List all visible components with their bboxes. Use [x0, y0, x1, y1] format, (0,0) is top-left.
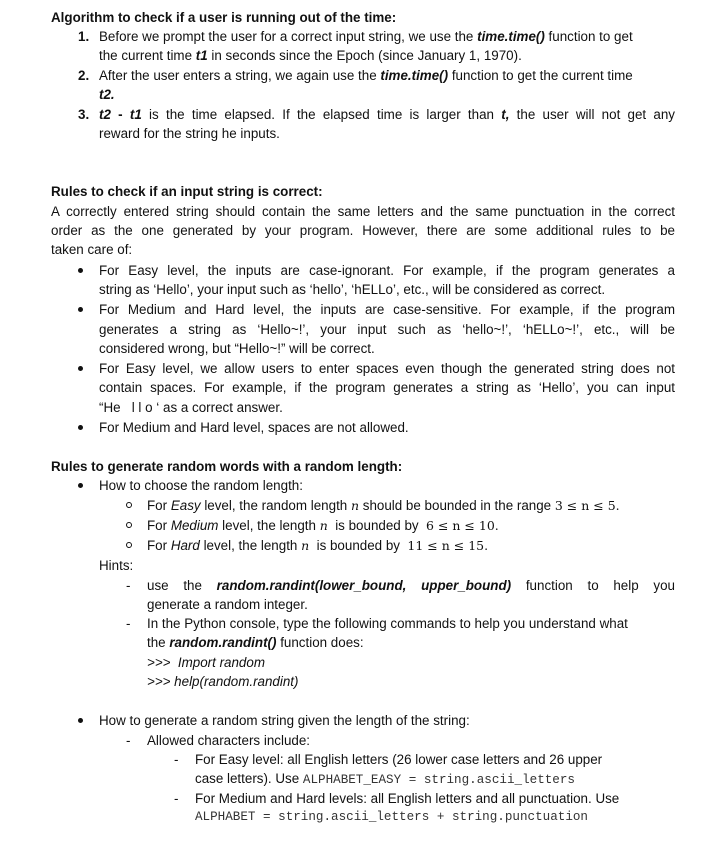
- rule-medium-hard-case-line-2: generates a string as ‘Hello~!’, your input such as ‘hello~!’, ‘hELLo~!’, etc., will be: [99, 322, 675, 337]
- length-hard: For Hard level, the length n is bounded by 11 ≤ n ≤ 15.: [147, 538, 489, 553]
- randint-function: random.randint(lower_bound, upper_bound): [216, 578, 512, 593]
- rules-random-heading: Rules to generate random words with a random length:: [51, 459, 403, 474]
- step-3-line-1: t2 - t1 is the time elapsed. If the elapsed time is larger than t, the user will not get any: [99, 107, 675, 122]
- length-medium: For Medium level, the length n is bounded by 6 ≤ n ≤ 10.: [147, 518, 499, 533]
- easy-chars-line-1: For Easy level: all English letters (26 lower case letters and 26 upper: [195, 752, 603, 767]
- rule-easy-spaces-line-3: “He l l o ‘ as a correct answer.: [99, 400, 283, 415]
- rule-easy-case-line-1: For Easy level, the inputs are case-ignorant. For example, if the program generates a: [99, 263, 675, 278]
- bullet: [78, 307, 83, 312]
- rule-no-spaces: For Medium and Hard level, spaces are not allowed.: [99, 420, 409, 435]
- dash-bullet: -: [126, 733, 131, 748]
- step-1-line-2: the current time t1 in seconds since the Epoch (since January 1, 1970).: [99, 48, 522, 63]
- hint-2-line-1: In the Python console, type the following commands to help you understand what: [147, 616, 628, 631]
- rule-medium-hard-case-line-1: For Medium and Hard level, the inputs are case-sensitive. For example, if the program: [99, 302, 675, 317]
- dash-bullet: -: [126, 578, 131, 593]
- command-help-randint: >>> help(random.randint): [147, 674, 299, 689]
- allowed-characters: Allowed characters include:: [147, 733, 311, 748]
- how-choose-length: How to choose the random length:: [99, 478, 303, 493]
- easy-chars-line-2: case letters). Use ALPHABET_EASY = string.ascii_letters: [195, 771, 575, 787]
- bullet: [78, 483, 83, 488]
- bullet: [78, 425, 83, 430]
- sub-bullet: [126, 522, 132, 528]
- command-import-random: >>> Import random: [147, 655, 265, 670]
- bullet: [78, 268, 83, 273]
- dash-bullet: -: [174, 791, 179, 806]
- hard-chars-line-1: For Medium and Hard levels: all English letters and all punctuation. Use: [195, 791, 620, 806]
- rule-medium-hard-case-line-3: considered wrong, but “Hello~!” will be correct.: [99, 341, 375, 356]
- step-2-number: 2.: [78, 68, 90, 83]
- step-2-line-2: t2.: [99, 87, 115, 102]
- alphabet-easy-code: ALPHABET_EASY = string.ascii_letters: [302, 773, 575, 787]
- rule-easy-spaces-line-2: contain spaces. For example, if the program generates a string as ‘Hello’, you can input: [99, 380, 675, 395]
- step-1-line-1: Before we prompt the user for a correct input string, we use the time.time() function to get: [99, 29, 633, 44]
- algorithm-heading: Algorithm to check if a user is running out of the time:: [51, 10, 397, 25]
- time-function: time.time(): [477, 29, 545, 44]
- rule-easy-case-line-2: string as ‘Hello’, your input such as ‘hello’, ‘hELLo’, etc., will be considered as correct.: [99, 282, 606, 297]
- dash-bullet: -: [174, 752, 179, 767]
- hints-label: Hints:: [99, 558, 134, 573]
- how-generate-string: How to generate a random string given the length of the string:: [99, 713, 470, 728]
- step-3-number: 3.: [78, 107, 90, 122]
- sub-bullet: [126, 502, 132, 508]
- rule-easy-spaces-line-1: For Easy level, we allow users to enter spaces even though the generated string does not: [99, 361, 675, 376]
- rules-input-intro-line-2: order as the one generated by your program. However, there are some additional rules to be: [51, 223, 675, 238]
- alphabet-code: ALPHABET = string.ascii_letters + string.punctuation: [195, 810, 588, 824]
- hint-1-line-2: generate a random integer.: [147, 597, 308, 612]
- step-1-number: 1.: [78, 29, 90, 44]
- sub-bullet: [126, 542, 132, 548]
- rules-input-heading: Rules to check if an input string is correct:: [51, 184, 323, 199]
- step-2-line-1: After the user enters a string, we again use the time.time() function to get the current time: [99, 68, 633, 83]
- hint-2-line-2: the random.randint() function does:: [147, 635, 364, 650]
- rules-input-intro-line-1: A correctly entered string should contain the same letters and the same punctuation in the correct: [51, 204, 675, 219]
- rules-input-intro-line-3: taken care of:: [51, 242, 133, 257]
- bullet: [78, 718, 83, 723]
- hint-1-line-1: use the random.randint(lower_bound, upper_bound) function to help you: [147, 578, 676, 593]
- length-easy: For Easy level, the random length n should be bounded in the range 3 ≤ n ≤ 5.: [147, 498, 620, 513]
- step-3-line-2: reward for the string he inputs.: [99, 126, 280, 141]
- dash-bullet: -: [126, 616, 131, 631]
- bullet: [78, 366, 83, 371]
